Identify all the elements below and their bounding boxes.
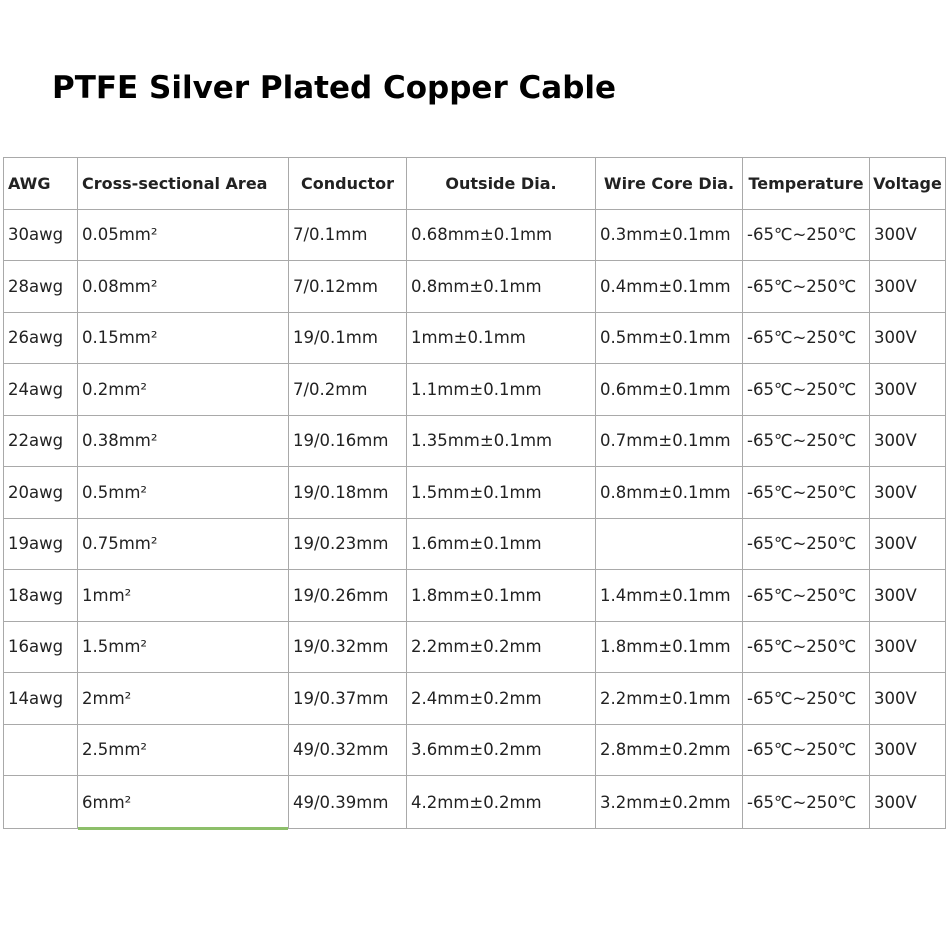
- area-cell: 0.75mm²: [78, 518, 289, 570]
- conductor-cell: 49/0.39mm: [289, 776, 407, 829]
- col-header-temperature: Temperature: [743, 158, 870, 210]
- core-dia-cell: 0.4mm±0.1mm: [596, 261, 743, 313]
- awg-cell: 26awg: [4, 312, 78, 364]
- outside-dia-cell: 3.6mm±0.2mm: [407, 724, 596, 776]
- area-cell: 6mm²: [78, 776, 289, 829]
- core-dia-cell: 1.4mm±0.1mm: [596, 570, 743, 622]
- temperature-cell: -65℃~250℃: [743, 209, 870, 261]
- core-dia-cell: 0.3mm±0.1mm: [596, 209, 743, 261]
- voltage-cell: 300V: [870, 364, 946, 416]
- outside-dia-cell: 1.5mm±0.1mm: [407, 467, 596, 519]
- awg-cell: 19awg: [4, 518, 78, 570]
- core-dia-cell: 0.5mm±0.1mm: [596, 312, 743, 364]
- spec-table: [3, 157, 946, 829]
- header-row: [4, 158, 946, 210]
- outside-dia-cell: 4.2mm±0.2mm: [407, 776, 596, 829]
- green-underline: [78, 827, 288, 830]
- outside-dia-cell: 1.8mm±0.1mm: [407, 570, 596, 622]
- table-body: [4, 209, 946, 829]
- conductor-cell: 19/0.32mm: [289, 621, 407, 673]
- conductor-cell: 7/0.12mm: [289, 261, 407, 313]
- core-dia-cell: [596, 518, 743, 570]
- conductor-cell: 49/0.32mm: [289, 724, 407, 776]
- temperature-cell: -65℃~250℃: [743, 415, 870, 467]
- temperature-cell: -65℃~250℃: [743, 467, 870, 519]
- table-row: [4, 364, 946, 416]
- area-cell: 0.15mm²: [78, 312, 289, 364]
- awg-cell: 18awg: [4, 570, 78, 622]
- col-header-awg: AWG: [4, 158, 78, 210]
- core-dia-cell: 3.2mm±0.2mm: [596, 776, 743, 829]
- area-cell: 0.5mm²: [78, 467, 289, 519]
- area-cell: 2.5mm²: [78, 724, 289, 776]
- outside-dia-cell: 1.1mm±0.1mm: [407, 364, 596, 416]
- temperature-cell: -65℃~250℃: [743, 364, 870, 416]
- awg-cell: 24awg: [4, 364, 78, 416]
- outside-dia-cell: 1.6mm±0.1mm: [407, 518, 596, 570]
- table-row: [4, 776, 946, 829]
- outside-dia-cell: 0.68mm±0.1mm: [407, 209, 596, 261]
- voltage-cell: 300V: [870, 209, 946, 261]
- area-cell: 1mm²: [78, 570, 289, 622]
- outside-dia-cell: 1mm±0.1mm: [407, 312, 596, 364]
- col-header-conductor: Conductor: [289, 158, 407, 210]
- area-cell: 2mm²: [78, 673, 289, 725]
- voltage-cell: 300V: [870, 467, 946, 519]
- table-row: [4, 570, 946, 622]
- conductor-cell: 19/0.16mm: [289, 415, 407, 467]
- temperature-cell: -65℃~250℃: [743, 261, 870, 313]
- voltage-cell: 300V: [870, 415, 946, 467]
- conductor-cell: 7/0.1mm: [289, 209, 407, 261]
- temperature-cell: -65℃~250℃: [743, 673, 870, 725]
- voltage-cell: 300V: [870, 724, 946, 776]
- table-row: [4, 467, 946, 519]
- voltage-cell: 300V: [870, 621, 946, 673]
- awg-cell: 20awg: [4, 467, 78, 519]
- col-header-outside-dia: Outside Dia.: [407, 158, 596, 210]
- outside-dia-cell: 0.8mm±0.1mm: [407, 261, 596, 313]
- awg-cell: [4, 776, 78, 829]
- table-row: [4, 621, 946, 673]
- awg-cell: [4, 724, 78, 776]
- core-dia-cell: 2.2mm±0.1mm: [596, 673, 743, 725]
- table-row: [4, 518, 946, 570]
- table-row: [4, 209, 946, 261]
- voltage-cell: 300V: [870, 518, 946, 570]
- area-cell: 0.08mm²: [78, 261, 289, 313]
- conductor-cell: 19/0.23mm: [289, 518, 407, 570]
- core-dia-cell: 0.7mm±0.1mm: [596, 415, 743, 467]
- temperature-cell: -65℃~250℃: [743, 570, 870, 622]
- table-row: [4, 312, 946, 364]
- outside-dia-cell: 1.35mm±0.1mm: [407, 415, 596, 467]
- temperature-cell: -65℃~250℃: [743, 312, 870, 364]
- conductor-cell: 19/0.37mm: [289, 673, 407, 725]
- col-header-area: Cross-sectional Area: [78, 158, 289, 210]
- awg-cell: 30awg: [4, 209, 78, 261]
- col-header-voltage: Voltage: [870, 158, 946, 210]
- awg-cell: 16awg: [4, 621, 78, 673]
- awg-cell: 28awg: [4, 261, 78, 313]
- voltage-cell: 300V: [870, 570, 946, 622]
- temperature-cell: -65℃~250℃: [743, 724, 870, 776]
- awg-cell: 14awg: [4, 673, 78, 725]
- outside-dia-cell: 2.4mm±0.2mm: [407, 673, 596, 725]
- area-cell: 1.5mm²: [78, 621, 289, 673]
- voltage-cell: 300V: [870, 312, 946, 364]
- voltage-cell: 300V: [870, 261, 946, 313]
- core-dia-cell: 0.8mm±0.1mm: [596, 467, 743, 519]
- col-header-core-dia: Wire Core Dia.: [596, 158, 743, 210]
- area-cell: 0.2mm²: [78, 364, 289, 416]
- conductor-cell: 19/0.1mm: [289, 312, 407, 364]
- temperature-cell: -65℃~250℃: [743, 518, 870, 570]
- area-cell: 0.38mm²: [78, 415, 289, 467]
- conductor-cell: 19/0.18mm: [289, 467, 407, 519]
- temperature-cell: -65℃~250℃: [743, 776, 870, 829]
- conductor-cell: 7/0.2mm: [289, 364, 407, 416]
- table-row: [4, 261, 946, 313]
- outside-dia-cell: 2.2mm±0.2mm: [407, 621, 596, 673]
- table-row: [4, 415, 946, 467]
- core-dia-cell: 1.8mm±0.1mm: [596, 621, 743, 673]
- voltage-cell: 300V: [870, 776, 946, 829]
- temperature-cell: -65℃~250℃: [743, 621, 870, 673]
- core-dia-cell: 2.8mm±0.2mm: [596, 724, 743, 776]
- conductor-cell: 19/0.26mm: [289, 570, 407, 622]
- voltage-cell: 300V: [870, 673, 946, 725]
- awg-cell: 22awg: [4, 415, 78, 467]
- core-dia-cell: 0.6mm±0.1mm: [596, 364, 743, 416]
- area-cell: 0.05mm²: [78, 209, 289, 261]
- table-row: [4, 724, 946, 776]
- table-row: [4, 673, 946, 725]
- page-title: PTFE Silver Plated Copper Cable: [52, 70, 617, 106]
